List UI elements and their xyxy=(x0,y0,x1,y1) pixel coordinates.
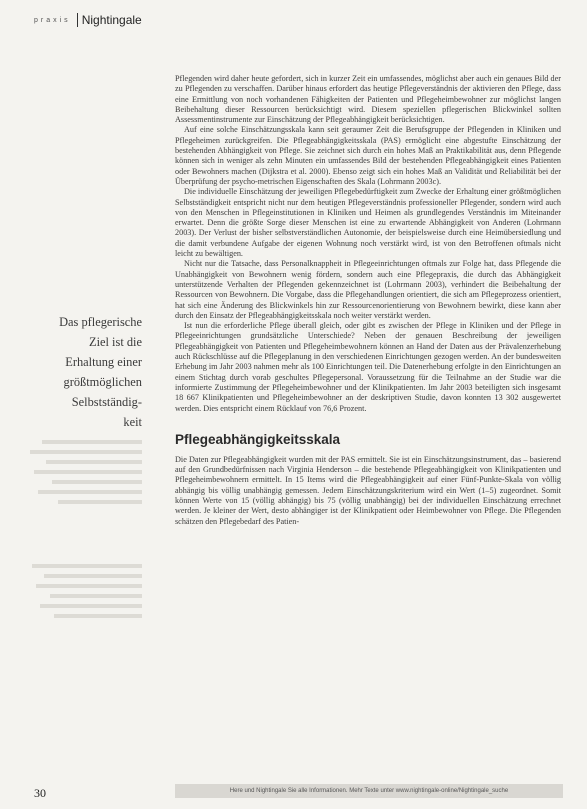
pull-quote-line: Selbstständig- xyxy=(71,395,142,409)
body-paragraph: Pflegenden wird daher heute gefordert, sich in kurzer Zeit ein umfassendes, möglichst aber auch ein genaues Bild der zu Pflegenden zu verschaffen. Darüber hinaus erfordert das heutige Pflegeverständnis der aktivieren den Pflege, dass eine Ermittlung von noch vorhandenen Fähigkeiten der Patienten und Pflegeheimbewohner zur möglichst langen Beibehaltung dieser Ressourcen berücksichtigt wird. Diesem speziellen pflegerischen Blickwinkel sollten Assessmentinstrumente zur Einschätzung der Pflegeabhängigkeit berücksichtigen. xyxy=(175,74,561,125)
pull-quote-line: Erhaltung einer xyxy=(65,355,142,369)
section-heading: Pflegeabhängigkeitsskala xyxy=(175,431,341,447)
sidebar xyxy=(22,312,142,618)
header-series-label: praxis xyxy=(34,16,71,24)
pull-quote-line: größtmöglichen xyxy=(63,375,142,389)
header-magazine-title: Nightingale xyxy=(81,13,142,27)
body-paragraph: Auf eine solche Einschätzungsskala kann seit geraumer Zeit die Berufsgruppe der Pflegenden in Kliniken und Pflegeheimen zurückgreifen. Die Pflegeabhängigkeitsskala (PAS) ermöglicht eine abgestufte Einschätzung der bestehenden Abhängigkeit von Pflege. Sie zeichnet sich durch ein hohes Maß an Praktikabilität aus, denn Pflegende können sich in weniger als zehn Minuten ein umfassendes Bild der bestehenden Pflegeabhängigkeit eines Patienten oder Bewohners machen (Dijkstra et al. 2000). Ebenso zeigt sich ein hohes Maß an Validität und Reliabilität bei der Überprüfung der psycho-metrischen Eigenschaften des Skala (Lohrmann 2003c). xyxy=(175,125,561,186)
body-paragraph: Ist nun die erforderliche Pflege überall gleich, oder gibt es zwischen der Pflege in Kliniken und der Pflege in Pflegeeinrichtungen grundsätzliche Unterschiede? Neben der genauen Beschreibung der jeweiligen Pflegeabhängigkeit von Patienten und Pflegeheimbewohnern können an Hand der Daten aus der Prävalenzerhebung auch Rückschlüsse auf die Pflegeplanung in den verschiedenen Einrichtungen gezogen werden. An der bundesweiten Erhebung im Jahr 2003 nahmen mehr als 100 Einrichtungen teil. Die Datenerhebung erfolgte in den Einrichtungen an einem Stichtag durch vorab geschultes Pflegepersonal. Voraussetzung für die Teilnahme an der Studie war die informierte Zustimmung der Pflegeheimbewohner und der Klinikpatienten. Im Jahr 2003 beteiligten sich insgesamt 18 667 Klinikpatienten und Pflegeheimbewohner an der deskriptiven Studie, davon konnten 13 302 ausgewertet werden. Dies entspricht einem Rücklauf von 76,6 Prozent. xyxy=(175,321,561,413)
body-paragraph: Die Daten zur Pflegeabhängigkeit wurden mit der PAS ermittelt. Sie ist ein Einschätzungsinstrument, das – basierend auf den Grundbedürfnissen nach Virginia Henderson – die bestehende Pflegeabhängigkeit von Klinikpatienten und Pflegeheimbewohnern ermittelt. In 15 Items wird die Pflegeabhängigkeit auf einer Fünf-Punkte-Skala von völlig abhängig bis völlig unabhängig gemessen. Jedem Einschätzungskriterium wird ein Wert (1–5) zugeordnet. Somit können Werte von 15 (völlig abhängig) bis 75 (völlig unabhängig) bei der individuellen Einschätzung errechnet werden. Je kleiner der Wert, desto abhängiger ist der Klinikpatient oder Heimbewohner von Pflege. Die Pflegenden schätzen den Pflegebedarf des Patien- xyxy=(175,454,561,526)
article-body xyxy=(175,74,561,527)
running-header xyxy=(34,10,142,30)
show-through-text xyxy=(22,440,142,618)
pull-quote-line: keit xyxy=(123,415,142,429)
body-paragraph: Nicht nur die Tatsache, dass Personalknappheit in Pflegeeinrichtungen oftmals zur Folge hat, dass Pflegende die Unabhängigkeit von Bewohnern wenig fördern, sondern auch eine Pflegepraxis, die durch das Abhängigkeit unterstützende Verhalten der Pflegenden gekennzeichnet ist (Lohrmann 2003), verhindert die Beibehaltung der Ressourcen von Bewohnern. Die Vorgabe, dass die Pflegehandlungen orientiert, die sich am Pflegeprozess orientiert, hat sich eine Änderung des Blickwinkels hin zur Ressourcenorientierung von Bewohnern bewirkt, diese kann aber durch den Einsatz der Pflegeabhängigkeitsskala noch weiter verstärkt werden. xyxy=(175,259,561,320)
footer-note: Here und Nightingale Sie alle Informationen. Mehr Texte unter www.nightingale-online/Nightingale_suche xyxy=(175,784,563,798)
body-paragraph: Die individuelle Einschätzung der jeweiligen Pflegebedürftigkeit zum Zwecke der Erhaltung einer größtmöglichen Selbstständigkeit entspricht nicht nur dem heutigen Pflegeverständnis professioneller Pflegender, sondern wird auch von den Menschen in Pflegeinstitutionen in Kliniken und Heimen als grundlegendes Verständnis im Miteinander erwartet. Denn die größte Sorge dieser Menschen ist eine zu erwartende Abhängigkeit von Anderen (Lohrmann 2003). Der Verlust der bisher selbstverständlichen Autonomie, der beispielsweise durch eine Heimübersiedlung und die damit verbundene Aufgabe der eigenen Wohnung noch verstärkt wird, ist von den Betroffenen oftmals nicht leicht zu bewältigen. xyxy=(175,187,561,259)
page-number: 30 xyxy=(34,786,46,800)
pull-quote-line: Ziel ist die xyxy=(89,335,142,349)
header-divider xyxy=(77,13,78,27)
pull-quote-line: Das pflegerische xyxy=(59,315,142,329)
pull-quote xyxy=(22,312,142,432)
